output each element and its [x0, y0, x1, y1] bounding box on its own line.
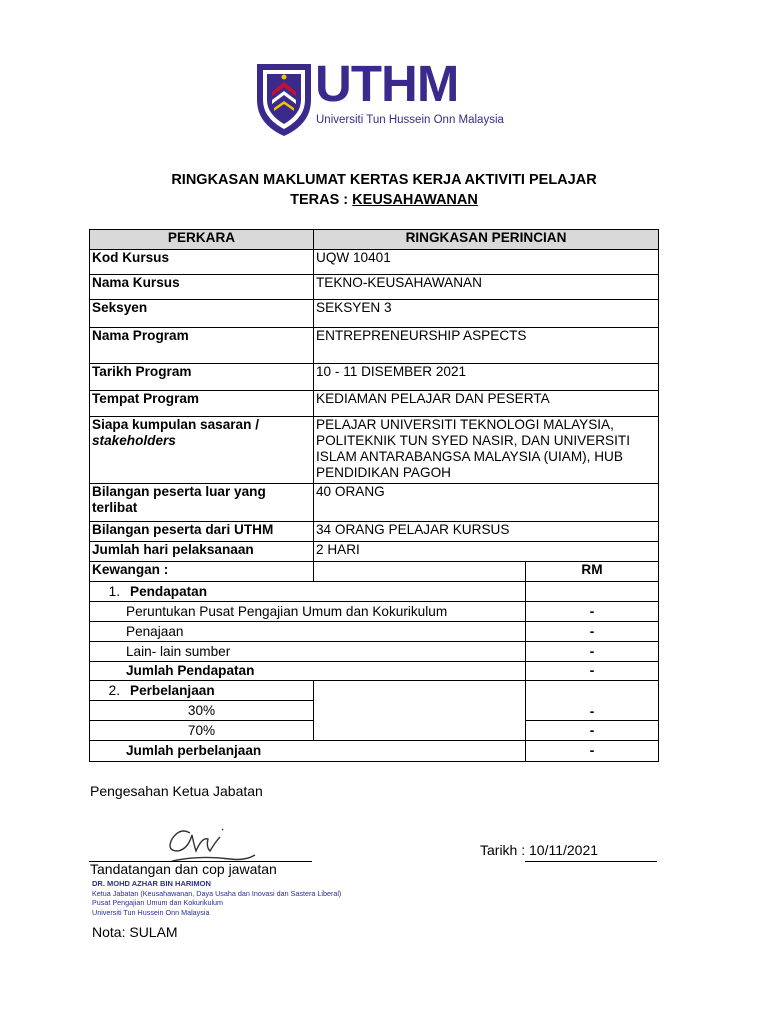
stamp-line: Pusat Pengajian Umum dan Kokurikulum: [92, 898, 224, 907]
pendapatan-label: Pendapatan: [130, 583, 208, 599]
header-perkara: PERKARA: [90, 230, 314, 250]
pengesahan-label: Pengesahan Ketua Jabatan: [90, 783, 263, 799]
table-row: [90, 364, 659, 391]
table-row: [90, 417, 659, 484]
penajaan-label: Penajaan: [90, 622, 526, 642]
table-row: [90, 250, 659, 275]
row-value: PELAJAR UNIVERSITI TEKNOLOGI MALAYSIA, POLITEKNIK TUN SYED NASIR, DAN UNIVERSITI ISLAM ANTARABANGSA MALAYSIA (UIAM), HUB PENDIDIKAN PAGOH: [314, 417, 659, 484]
stamp-line: Ketua Jabatan (Keusahawanan, Daya Usaha dan Inovasi dan Sastera Liberal): [92, 888, 342, 898]
label-text: Siapa kumpulan sasaran /: [92, 417, 259, 432]
peruntukan-label: Peruntukan Pusat Pengajian Umum dan Kokurikulum: [90, 602, 526, 622]
jumlah-pendapatan-label: Jumlah Pendapatan: [90, 662, 526, 681]
p70-amount: -: [526, 721, 659, 741]
stamp-line: Universiti Tun Hussein Onn Malaysia: [92, 907, 210, 917]
penajaan-row: [90, 622, 659, 642]
currency-header: RM: [526, 562, 659, 582]
row-label: [90, 417, 314, 484]
row-label: Bilangan peserta luar yang terlibat: [90, 484, 314, 522]
row-value: ENTREPRENEURSHIP ASPECTS: [314, 328, 659, 364]
teras-value: KEUSAHAWANAN: [352, 192, 478, 208]
lain-row: [90, 642, 659, 662]
document-title: RINGKASAN MAKLUMAT KERTAS KERJA AKTIVITI PELAJAR: [171, 172, 597, 188]
row-label: Tempat Program: [90, 391, 314, 417]
tarikh-line: [525, 861, 657, 862]
tandatangan-label: Tandatangan dan cop jawatan: [90, 861, 277, 877]
lain-amount: -: [526, 642, 659, 662]
label-italic: stakeholders: [92, 433, 176, 448]
p30-amount: -: [526, 681, 659, 721]
table-header-row: [90, 230, 659, 250]
logo-subtitle: Universiti Tun Hussein Onn Malaysia: [316, 114, 504, 126]
row-value: 34 ORANG PELAJAR KURSUS: [314, 522, 659, 542]
jumlah-perbelanjaan-label: Jumlah perbelanjaan: [90, 741, 526, 762]
jumlah-perbelanjaan-amount: -: [526, 741, 659, 762]
teras-prefix: TERAS :: [290, 192, 353, 208]
row-label: Nama Program: [90, 328, 314, 364]
row-value: KEDIAMAN PELAJAR DAN PESERTA: [314, 391, 659, 417]
jumlah-pendapatan-amount: -: [526, 662, 659, 681]
row-value: TEKNO-KEUSAHAWANAN: [314, 275, 659, 300]
row-value: 10 - 11 DISEMBER 2021: [314, 364, 659, 391]
peruntukan-row: [90, 602, 659, 622]
table-row: [90, 328, 659, 364]
document-subtitle: [0, 192, 768, 208]
row-value: UQW 10401: [314, 250, 659, 275]
kewangan-label: Kewangan :: [90, 562, 314, 582]
row-value: 2 HARI: [314, 542, 659, 562]
table-row: [90, 300, 659, 328]
logo-wordmark: UTHM: [315, 55, 459, 112]
penajaan-amount: -: [526, 622, 659, 642]
jumlah-pendapatan-row: [90, 662, 659, 681]
tarikh-label: Tarikh : 10/11/2021: [480, 842, 599, 858]
table-row: [90, 275, 659, 300]
official-stamp: [92, 879, 341, 917]
row-label: Tarikh Program: [90, 364, 314, 391]
perbelanjaan-row: [90, 681, 659, 701]
row-value: 40 ORANG: [314, 484, 659, 522]
row-label: Seksyen: [90, 300, 314, 328]
peruntukan-amount: -: [526, 602, 659, 622]
row-label: Nama Kursus: [90, 275, 314, 300]
kewangan-row: [90, 562, 659, 582]
item-number: 1.: [108, 583, 120, 599]
table-row: [90, 542, 659, 562]
row-label: Bilangan peserta dari UTHM: [90, 522, 314, 542]
table-row: [90, 484, 659, 522]
uthm-shield-icon: [257, 64, 311, 136]
p70-label: 70%: [90, 721, 314, 741]
perbelanjaan-blank: [314, 681, 526, 741]
row-value: SEKSYEN 3: [314, 300, 659, 328]
perbelanjaan-label: Perbelanjaan: [130, 682, 215, 698]
kewangan-blank: [314, 562, 526, 582]
lain-label: Lain- lain sumber: [90, 642, 526, 662]
jumlah-perbelanjaan-row: [90, 741, 659, 762]
pendapatan-heading: [90, 582, 526, 602]
pendapatan-row: [90, 582, 659, 602]
p30-label: 30%: [90, 701, 314, 721]
row-label: Kod Kursus: [90, 250, 314, 275]
nota-label: Nota: SULAM: [92, 924, 178, 940]
item-number: 2.: [108, 682, 120, 698]
table-row: [90, 391, 659, 417]
summary-table: [89, 229, 659, 762]
table-row: [90, 522, 659, 542]
perbelanjaan-heading: [90, 681, 314, 701]
stamp-name: DR. MOHD AZHAR BIN HARIMON: [92, 879, 211, 888]
row-label: Jumlah hari pelaksanaan: [90, 542, 314, 562]
header-ringkasan: RINGKASAN PERINCIAN: [314, 230, 659, 250]
pendapatan-amount: [526, 582, 659, 602]
